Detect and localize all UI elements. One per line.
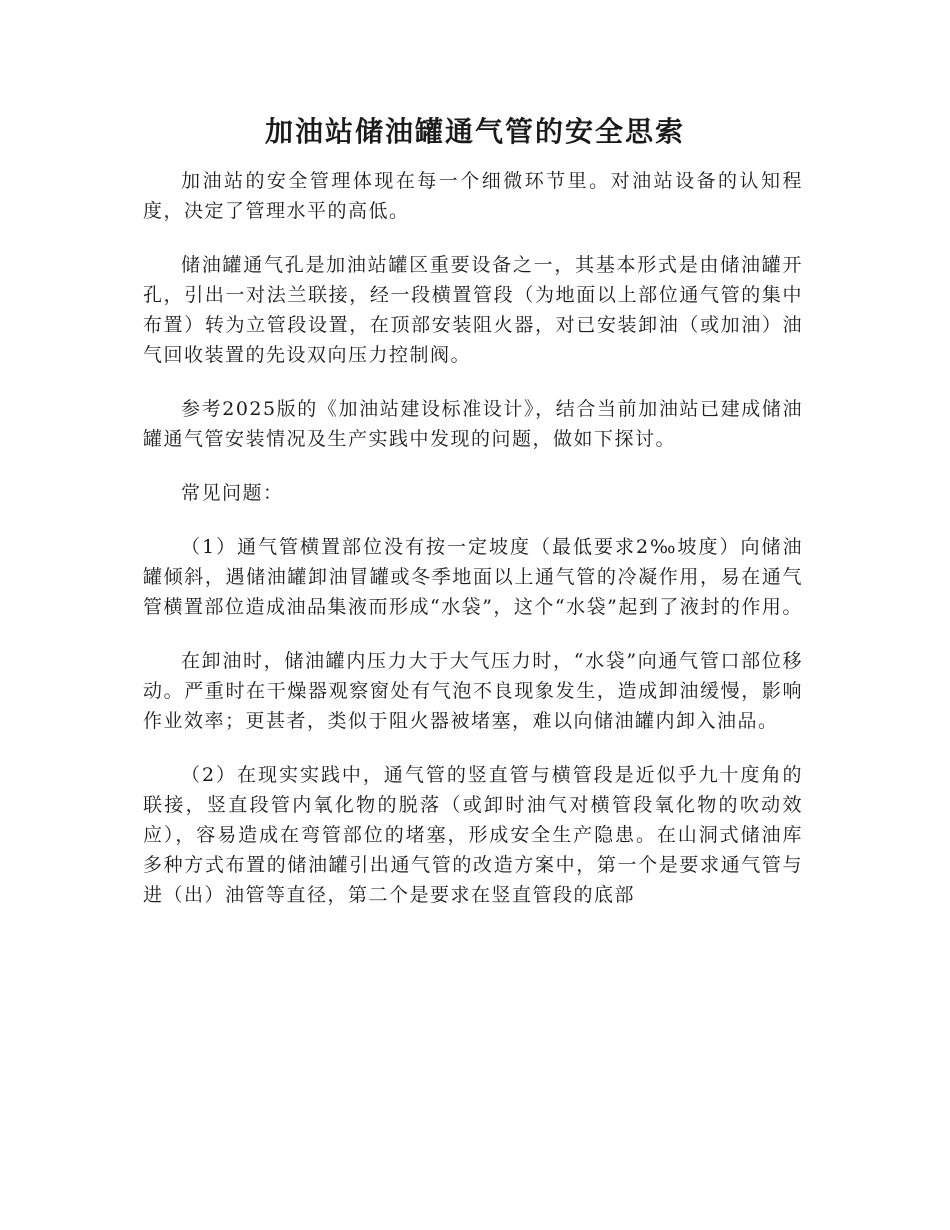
paragraph-intro: 加油站的安全管理体现在每一个细微环节里。对油站设备的认知程度，决定了管理水平的高低。	[143, 170, 803, 222]
paragraph-issue-1: （1）通气管横置部位没有按一定坡度（最低要求2‰坡度）向储油罐倾斜，遇储油罐卸油冒罐或冬季地面以上通气管的冷凝作用，易在通气管横置部位造成油品集液而形成“水袋”，这个“水袋”起到了液封的作用。	[143, 536, 803, 618]
page-title: 加油站储油罐通气管的安全思索	[264, 115, 685, 148]
paragraph-reference: 参考2025版的《加油站建设标准设计》，结合当前加油站已建成储油罐通气管安装情况及生产实践中发现的问题，做如下探讨。	[143, 398, 803, 450]
paragraph-common-issues-heading: 常见问题：	[181, 482, 284, 504]
paragraph-issue-2: （2）在现实实践中，通气管的竖直管与横管段是近似乎九十度角的联接，竖直段管内氧化物的脱落（或卸时油气对横管段氧化物的吹动效应），容易造成在弯管部位的堵塞，形成安全生产隐患。在山洞式储油库多种方式布置的储油罐引出通气管的改造方案中，第一个是要求通气管与进（出）油管等直径，第二个是要求在竖直管段的底部	[143, 764, 803, 906]
paragraph-issue-1-detail: 在卸油时，储油罐内压力大于大气压力时，“水袋”向通气管口部位移动。严重时在干燥器观察窗处有气泡不良现象发生，造成卸油缓慢，影响作业效率；更甚者，类似于阻火器被堵塞，难以向储油罐内卸入油品。	[143, 650, 803, 732]
article-body	[143, 166, 803, 934]
paragraph-vent-description: 储油罐通气孔是加油站罐区重要设备之一，其基本形式是由储油罐开孔，引出一对法兰联接，经一段横置管段（为地面以上部位通气管的集中布置）转为立管段设置，在顶部安装阻火器，对已安装卸油（或加油）油气回收装置的先设双向压力控制阀。	[143, 254, 803, 366]
